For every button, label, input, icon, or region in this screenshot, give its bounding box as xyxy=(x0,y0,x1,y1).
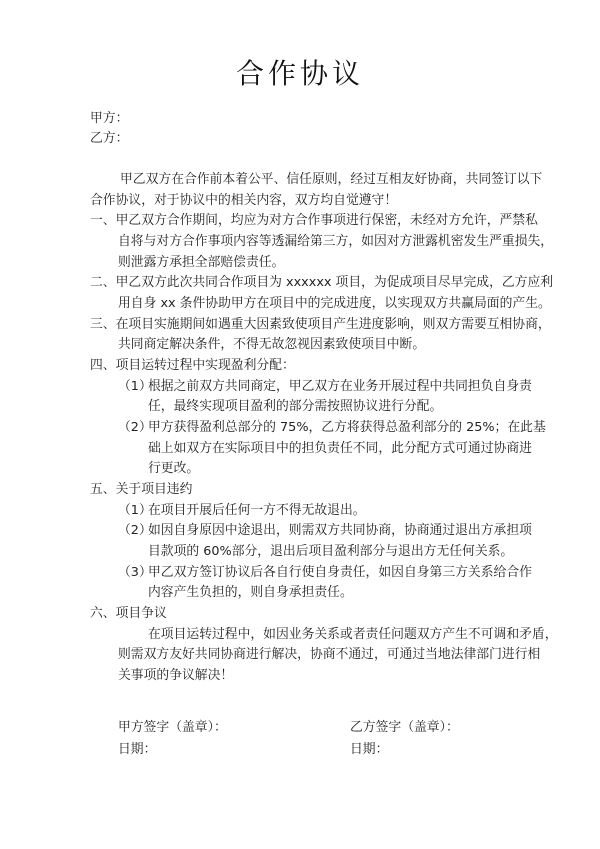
clause-4-item-2-line-3: 行更改。 xyxy=(148,461,200,476)
document-title: 合作协议 xyxy=(235,57,364,90)
clause-6-line-1: 在项目运转过程中，如因业务关系或者责任问题双方产生不可调和矛盾， xyxy=(148,627,558,642)
clause-5-item-2-number: （2） xyxy=(118,523,152,538)
clause-4-item-2-line-2: 础上如双方在实际项目中的担负责任不同，此分配方式可通过协商进 xyxy=(148,441,532,456)
clause-5-item-2-line-2: 目款项的 60%部分，退出后项目盈利部分与退出方无任何关系。 xyxy=(148,544,514,559)
clause-5-item-1-line-1: 在项目开展后任何一方不得无故退出。 xyxy=(148,503,366,518)
clause-2-line-2: 用自身 xx 条件协助甲方在项目中的完成进度，以实现双方共赢局面的产生。 xyxy=(118,296,551,311)
party-b-date-label: 日期： xyxy=(350,742,389,757)
clause-6-line-2: 则需双方友好共同协商进行解决，协商不通过，可通过当地法律部门进行相 xyxy=(118,647,541,662)
clause-4-item-2-number: （2） xyxy=(118,420,152,435)
clause-5-item-3-number: （3） xyxy=(118,565,152,580)
clause-4-item-2-line-1: 甲方获得盈利总部分的 75%，乙方将获得总盈利部分的 25%；在此基 xyxy=(148,420,546,435)
clause-5-item-3-line-1: 甲乙双方签订协议后各自行使自身责任，如因自身第三方关系给合作 xyxy=(148,565,532,580)
clause-1-line-2: 自将与对方合作事项内容等透漏给第三方，如因对方泄露机密发生严重损失， xyxy=(118,234,554,249)
party-a-signature-label: 甲方签字（盖章）： xyxy=(118,720,227,735)
clause-5-item-2-line-1: 如因自身原因中途退出，则需双方共同协商，协商通过退出方承担项 xyxy=(148,523,532,538)
party-b-signature-label: 乙方签字（盖章）： xyxy=(350,720,459,735)
clause-2-line-1: 二、甲乙双方此次共同合作项目为 xxxxxx 项目，为促成项目尽早完成，乙方应利 xyxy=(90,275,554,290)
clause-4-item-1-line-1: 根据之前双方共同商定，甲乙双方在业务开展过程中共同担负自身责 xyxy=(148,379,532,394)
clause-1-line-1: 一、甲乙双方合作期间，均应为对方合作事项进行保密，未经对方允许，严禁私 xyxy=(90,213,538,228)
clause-3-line-1: 三、在项目实施期间如遇重大因素致使项目产生进度影响，则双方需要互相协商， xyxy=(90,317,551,332)
party-a-label: 甲方： xyxy=(90,111,129,126)
clause-5-heading: 五、关于项目违约 xyxy=(90,482,193,497)
clause-6-line-3: 关事项的争议解决！ xyxy=(118,668,234,683)
clause-5-item-3-line-2: 内容产生负担的，则自身承担责任。 xyxy=(148,585,353,600)
clause-6-heading: 六、项目争议 xyxy=(90,606,167,621)
clause-4-item-1-line-2: 任，最终实现项目盈利的部分需按照协议进行分配。 xyxy=(148,399,443,414)
clause-4-item-1-number: （1） xyxy=(118,379,152,394)
clause-1-line-3: 则泄露方承担全部赔偿责任。 xyxy=(118,255,285,270)
clause-5-item-1-number: （1） xyxy=(118,503,152,518)
party-b-label: 乙方： xyxy=(90,131,129,146)
clause-4-heading: 四、项目运转过程中实现盈利分配： xyxy=(90,358,295,373)
intro-line-1: 甲乙双方在合作前本着公平、信任原则，经过互相友好协商，共同签订以下 xyxy=(120,172,543,187)
clause-3-line-2: 共同商定解决条件，不得无故忽视因素致使项目中断。 xyxy=(118,337,426,352)
intro-line-2: 合作协议，对于协议中的相关内容，双方均自觉遵守！ xyxy=(90,193,398,208)
party-a-date-label: 日期： xyxy=(118,742,157,757)
